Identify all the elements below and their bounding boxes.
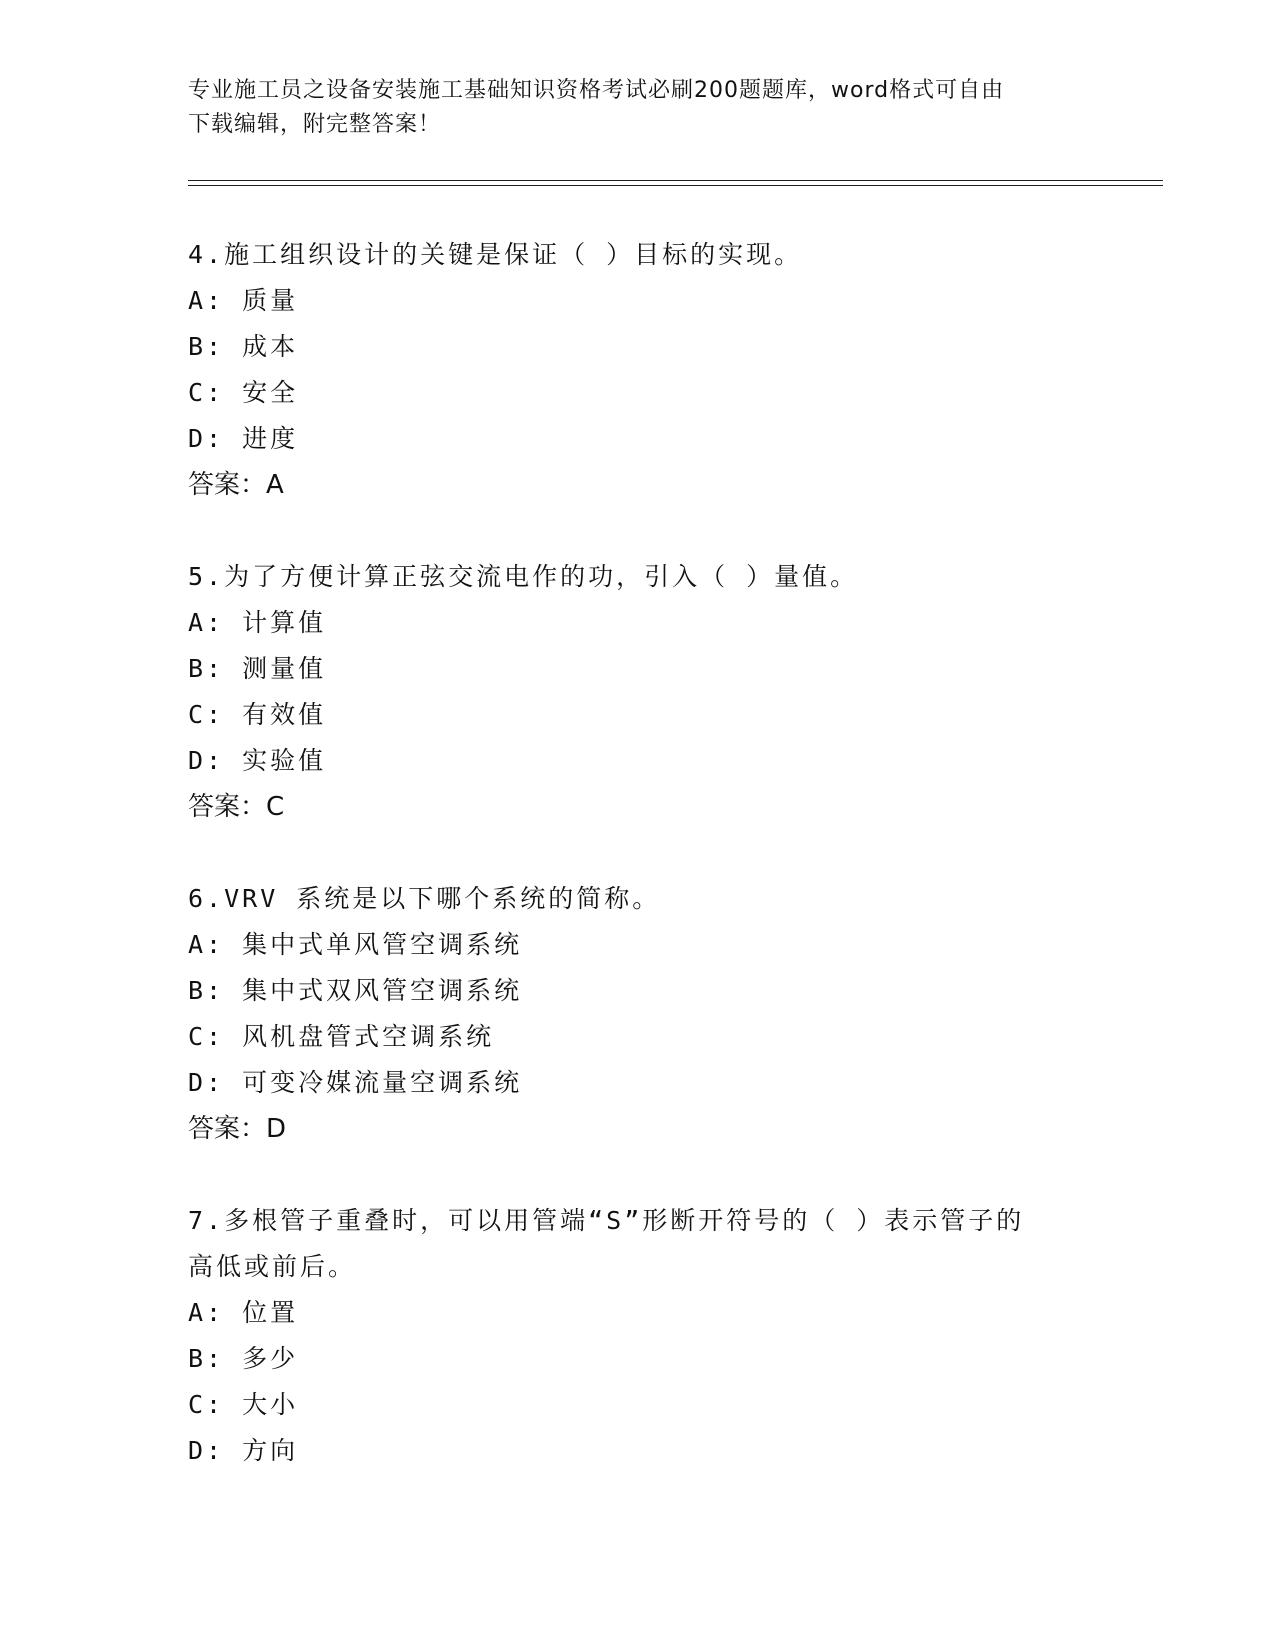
header-title-line-2: 下载编辑，附完整答案！ bbox=[188, 112, 442, 137]
option-b: B: 多少 bbox=[188, 1344, 299, 1373]
question-6 bbox=[188, 876, 1088, 1152]
option-a: A: 集中式单风管空调系统 bbox=[188, 930, 523, 959]
option-c: C: 安全 bbox=[188, 378, 299, 407]
option-d: D: 可变冷媒流量空调系统 bbox=[188, 1068, 523, 1097]
header-divider-bottom bbox=[188, 185, 1163, 186]
answer: 答案：A bbox=[188, 470, 284, 500]
answer: 答案：C bbox=[188, 792, 285, 822]
option-d: D: 进度 bbox=[188, 424, 299, 453]
option-a: A: 计算值 bbox=[188, 608, 327, 637]
question-7 bbox=[188, 1198, 1088, 1474]
question-stem: 5.为了方便计算正弦交流电作的功，引入（ ）量值。 bbox=[188, 562, 859, 591]
answer: 答案：D bbox=[188, 1114, 287, 1144]
option-d: D: 实验值 bbox=[188, 746, 327, 775]
question-stem-line-2: 高低或前后。 bbox=[188, 1252, 357, 1281]
header-divider-top bbox=[188, 180, 1163, 181]
question-4 bbox=[188, 232, 1088, 508]
question-stem: 4.施工组织设计的关键是保证（ ）目标的实现。 bbox=[188, 240, 803, 269]
header-title-line-1: 专业施工员之设备安装施工基础知识资格考试必刷200题题库，word格式可自由 bbox=[188, 78, 1005, 103]
option-c: C: 大小 bbox=[188, 1390, 299, 1419]
option-d: D: 方向 bbox=[188, 1436, 299, 1465]
option-a: A: 质量 bbox=[188, 286, 299, 315]
option-b: B: 集中式双风管空调系统 bbox=[188, 976, 523, 1005]
option-c: C: 有效值 bbox=[188, 700, 327, 729]
option-c: C: 风机盘管式空调系统 bbox=[188, 1022, 495, 1051]
question-list bbox=[188, 232, 1088, 1520]
question-5 bbox=[188, 554, 1088, 830]
document-header bbox=[188, 74, 1088, 142]
option-b: B: 测量值 bbox=[188, 654, 327, 683]
option-b: B: 成本 bbox=[188, 332, 299, 361]
option-a: A: 位置 bbox=[188, 1298, 299, 1327]
question-stem: 6.VRV 系统是以下哪个系统的简称。 bbox=[188, 884, 661, 913]
question-stem-line-1: 7.多根管子重叠时，可以用管端“S”形断开符号的（ ）表示管子的 bbox=[188, 1206, 1025, 1235]
